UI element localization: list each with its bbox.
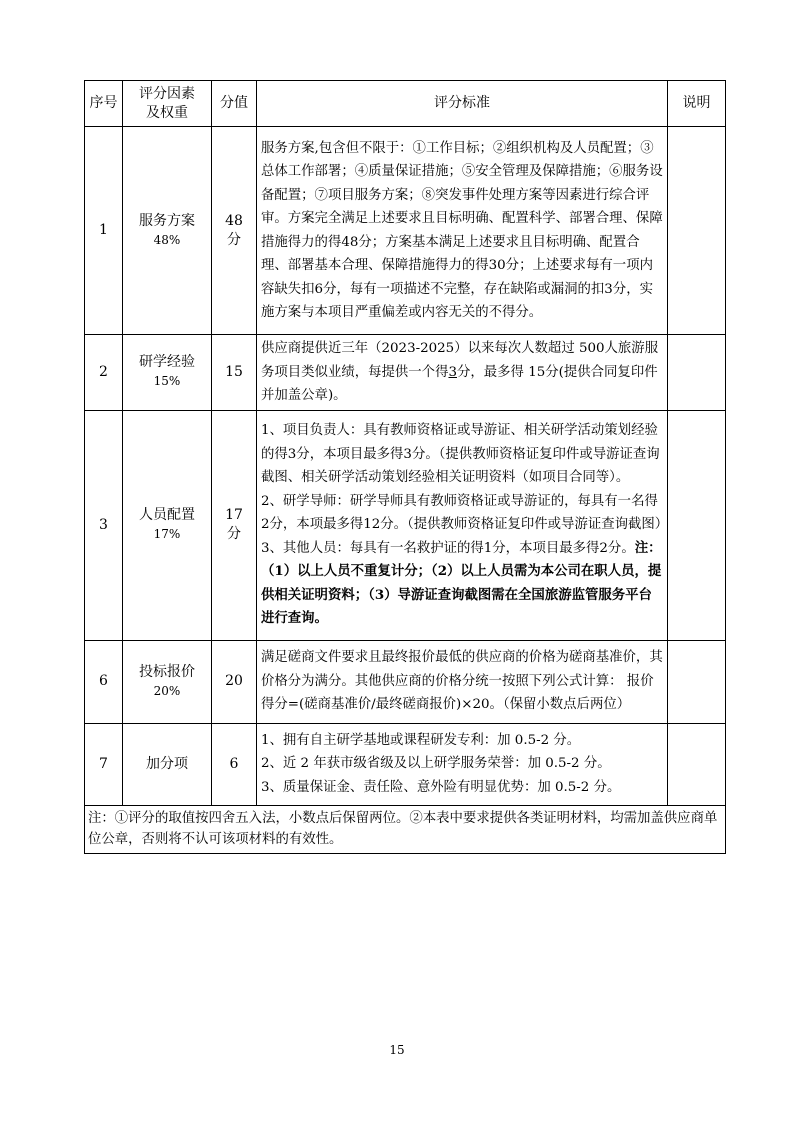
row-factor: 投标报价 20% <box>123 640 212 723</box>
row-note <box>668 723 726 805</box>
header-row <box>85 81 726 127</box>
criteria-paragraph: 1、项目负责人：具有教师资格证或导游证、相关研学活动策划经验的得3分，本项目最多得3分。（提供教师资格证复印件或导游证查询截图、相关研学活动策划经验相关证明资料（如项目合同等）。 <box>261 423 660 486</box>
row-score: 6 <box>212 723 257 805</box>
table-row <box>85 410 726 640</box>
criteria-line: 1、拥有自主研学基地或课程研发专利：加 0.5-2 分。 <box>261 732 581 748</box>
criteria-bold-note: 注：（1）以上人员不重复计分；（2）以上人员需为本公司在职人员，提供相关证明资料；（3）导游证查询截图需在全国旅游监管服务平台进行查询。 <box>261 539 662 627</box>
row-seq: 6 <box>85 640 123 723</box>
table-row <box>85 640 726 723</box>
row-note <box>668 410 726 640</box>
footnote: 注：①评分的取值按四舍五入法，小数点后保留两位。②本表中要求提供各类证明材料，均需加盖供应商单位公章，否则将不认可该项材料的有效性。 <box>85 805 726 853</box>
criteria-line: 2、近 2 年获市级省级及以上研学服务荣誉：加 0.5-2 分。 <box>261 756 611 772</box>
row-factor: 服务方案 48% <box>123 127 212 335</box>
table-row <box>85 723 726 805</box>
header-note: 说明 <box>668 81 726 127</box>
row-note <box>668 640 726 723</box>
header-factor: 评分因素 及权重 <box>123 81 212 127</box>
row-score: 15 <box>212 335 257 411</box>
row-score: 17 分 <box>212 410 257 640</box>
row-seq: 2 <box>85 335 123 411</box>
row-criteria: 服务方案,包含但不限于：①工作目标；②组织机构及人员配置；③总体工作部署；④质量保证措施；⑤安全管理及保障措施；⑥服务设备配置；⑦项目服务方案；⑧突发事件处理方案等因素进行综合评审。方案完全满足上述要求且目标明确、配置科学、部署合理、保障措施得力的得48分；方案基本满足上述要求且目标明确、配置合理、部署基本合理、保障措施得力的得30分；上述要求每有一项内容缺失扣6分，每有一项描述不完整，存在缺陷或漏洞的扣3分，实施方案与本项目严重偏差或内容无关的不得分。 <box>257 127 668 335</box>
header-criteria: 评分标准 <box>257 81 668 127</box>
row-seq: 7 <box>85 723 123 805</box>
row-factor: 加分项 <box>123 723 212 805</box>
footnote-row <box>85 805 726 853</box>
criteria-paragraph: 3、其他人员：每具有一名救护证的得1分，本项目最多得2分。注：（1）以上人员不重复计分；（2）以上人员需为本公司在职人员，提供相关证明资料；（3）导游证查询截图需在全国旅游监管服务平台进行查询。 <box>261 539 662 627</box>
row-seq: 1 <box>85 127 123 335</box>
header-seq: 序号 <box>85 81 123 127</box>
row-seq: 3 <box>85 410 123 640</box>
page-number: 15 <box>389 1043 405 1057</box>
table-row <box>85 335 726 411</box>
row-factor: 人员配置 17% <box>123 410 212 640</box>
row-criteria: 供应商提供近三年（2023-2025）以来每次人数超过 500人旅游服务项目类似业绩，每提供一个得3分，最多得 15分(提供合同复印件并加盖公章)。 <box>257 335 668 411</box>
criteria-line: 3、质量保证金、责任险、意外险有明显优势：加 0.5-2 分。 <box>261 779 621 795</box>
criteria-paragraph: 2、研学导师：研学导师具有教师资格证或导游证的，每具有一名得2分，本项最多得12分。（提供教师资格证复印件或导游证查询截图） <box>261 493 669 533</box>
row-criteria <box>257 410 668 640</box>
row-note <box>668 127 726 335</box>
scoring-table <box>84 80 726 854</box>
row-score: 48 分 <box>212 127 257 335</box>
row-factor: 研学经验 15% <box>123 335 212 411</box>
row-criteria: 满足磋商文件要求且最终报价最低的供应商的价格为磋商基准价，其价格分为满分。其他供应商的价格分统一按照下列公式计算： 报价得分=(磋商基准价/最终磋商报价)×20。（保留小数点后两位） <box>257 640 668 723</box>
table-row <box>85 127 726 335</box>
row-note <box>668 335 726 411</box>
row-criteria <box>257 723 668 805</box>
header-score: 分值 <box>212 81 257 127</box>
row-score: 20 <box>212 640 257 723</box>
